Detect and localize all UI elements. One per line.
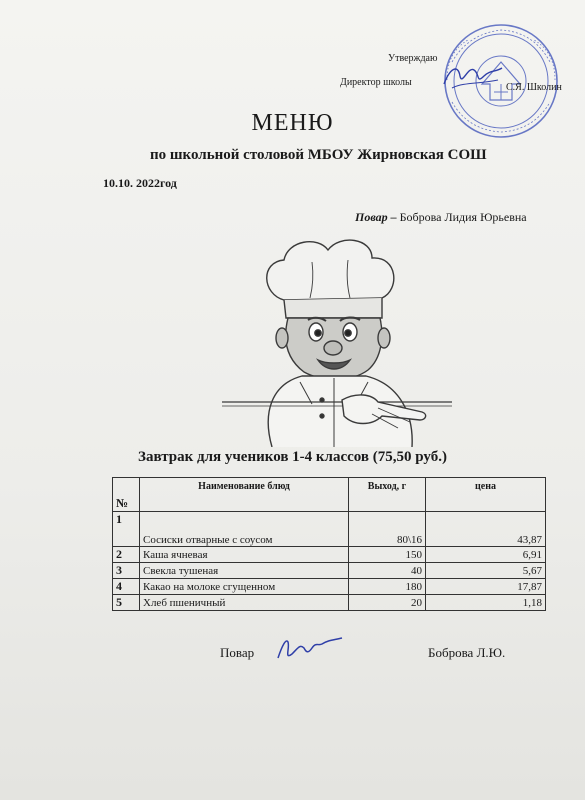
cook-signature [272, 632, 344, 664]
menu-date: 10.10. 2022год [103, 176, 177, 190]
dish-price: 1,18 [426, 595, 546, 611]
dish-price: 17,87 [426, 579, 546, 595]
chef-illustration [222, 232, 452, 447]
table-header-row [113, 478, 546, 512]
director-name: С.Я. Школин [506, 82, 562, 93]
dish-name: Какао на молоке сгущенном [140, 579, 349, 595]
table-row [113, 563, 546, 579]
page-title: МЕНЮ [251, 110, 334, 136]
row-number: 2 [113, 547, 140, 563]
page-subtitle: по школьной столовой МБОУ Жирновская СОШ [150, 147, 487, 163]
footer-cook-label: Повар [220, 645, 255, 660]
dish-output: 150 [349, 547, 426, 563]
row-number: 3 [113, 563, 140, 579]
header-name: Наименование блюд [140, 478, 349, 512]
dish-name: Свекла тушеная [140, 563, 349, 579]
approved-label: Утверждаю [388, 53, 438, 64]
cook-label: Повар – [355, 210, 397, 224]
row-number: 4 [113, 579, 140, 595]
dish-output: 180 [349, 579, 426, 595]
dish-price: 6,91 [426, 547, 546, 563]
dish-name: Каша ячневая [140, 547, 349, 563]
dish-price: 43,87 [426, 512, 546, 547]
dish-name: Сосиски отварные с соусом [140, 512, 349, 547]
dish-output: 40 [349, 563, 426, 579]
header-price: цена [426, 478, 546, 512]
dish-price: 5,67 [426, 563, 546, 579]
row-number: 1 [113, 512, 140, 547]
row-number: 5 [113, 595, 140, 611]
dish-output: 20 [349, 595, 426, 611]
director-title: Директор школы [340, 77, 412, 88]
dish-name: Хлеб пшеничный [140, 595, 349, 611]
table-row [113, 579, 546, 595]
table-row [113, 512, 546, 547]
director-signature [440, 58, 505, 93]
header-output: Выход, г [349, 478, 426, 512]
table-row [113, 595, 546, 611]
footer-cook-name: Боброва Л.Ю. [428, 645, 506, 660]
header-num: № [113, 478, 140, 512]
cook-name: Боброва Лидия Юрьевна [396, 210, 527, 224]
dish-output: 80\16 [349, 512, 426, 547]
cook-line [355, 210, 527, 225]
menu-table [112, 477, 546, 611]
breakfast-title: Завтрак для учеников 1-4 классов (75,50 руб.) [138, 449, 447, 465]
table-row [113, 547, 546, 563]
